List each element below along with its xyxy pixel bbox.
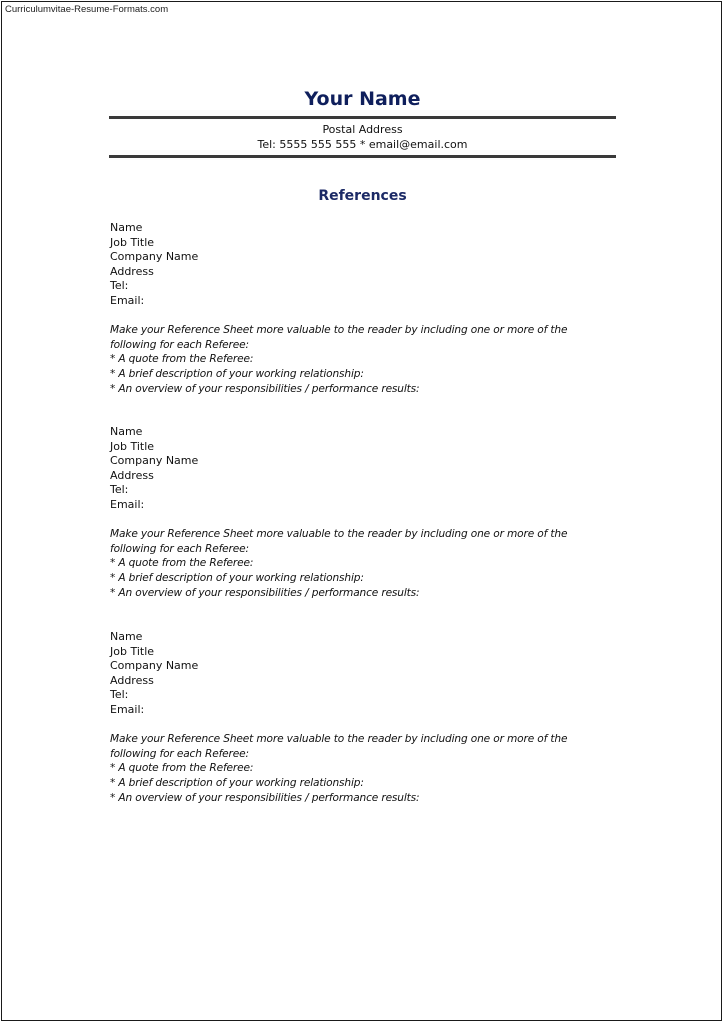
header-rule-bottom xyxy=(109,155,616,158)
section-title: References xyxy=(318,188,407,204)
ref-job-title: Job Title xyxy=(110,235,155,249)
reference-note xyxy=(110,527,610,600)
ref-address: Address xyxy=(110,673,154,687)
ref-email: Email: xyxy=(110,497,145,511)
header-rule-top xyxy=(109,116,616,119)
ref-name: Name xyxy=(110,630,143,643)
ref-name: Name xyxy=(110,425,143,438)
document-name: Your Name xyxy=(304,88,421,110)
note-line: Make your Reference Sheet more valuable to the reader by including one or more of the xyxy=(110,528,568,541)
reference-block xyxy=(110,221,610,396)
reference-note xyxy=(110,732,610,805)
ref-tel: Tel: xyxy=(110,688,129,702)
postal-address: Postal Address xyxy=(322,123,403,136)
ref-tel: Tel: xyxy=(110,279,129,293)
ref-email: Email: xyxy=(110,702,145,716)
note-line: following for each Referee: xyxy=(110,542,249,555)
ref-company-name: Company Name xyxy=(110,250,199,264)
ref-job-title: Job Title xyxy=(110,644,155,658)
ref-email: Email: xyxy=(110,293,145,307)
note-line: Make your Reference Sheet more valuable to the reader by including one or more of the xyxy=(110,733,568,746)
note-line: * An overview of your responsibilities / performance results: xyxy=(110,382,420,395)
note-line: * A brief description of your working relationship: xyxy=(110,776,364,789)
note-line: following for each Referee: xyxy=(110,338,249,351)
contact-line: Tel: 5555 555 555 * email@email.com xyxy=(257,138,468,151)
note-line: * A quote from the Referee: xyxy=(110,353,254,366)
ref-address: Address xyxy=(110,468,154,482)
ref-job-title: Job Title xyxy=(110,439,155,453)
note-line: Make your Reference Sheet more valuable to the reader by including one or more of the xyxy=(110,324,568,337)
ref-name: Name xyxy=(110,221,143,234)
ref-address: Address xyxy=(110,264,154,278)
reference-block xyxy=(110,425,610,600)
reference-note xyxy=(110,323,610,396)
reference-block xyxy=(110,630,610,805)
ref-company-name: Company Name xyxy=(110,454,199,468)
note-line: * A brief description of your working relationship: xyxy=(110,571,364,584)
note-line: * A brief description of your working relationship: xyxy=(110,367,364,380)
ref-tel: Tel: xyxy=(110,483,129,497)
watermark-text: Curriculumvitae-Resume-Formats.com xyxy=(5,4,169,15)
note-line: * A quote from the Referee: xyxy=(110,762,254,775)
note-line: * A quote from the Referee: xyxy=(110,557,254,570)
note-line: * An overview of your responsibilities / performance results: xyxy=(110,791,420,804)
note-line: * An overview of your responsibilities / performance results: xyxy=(110,586,420,599)
ref-company-name: Company Name xyxy=(110,659,199,673)
note-line: following for each Referee: xyxy=(110,747,249,760)
